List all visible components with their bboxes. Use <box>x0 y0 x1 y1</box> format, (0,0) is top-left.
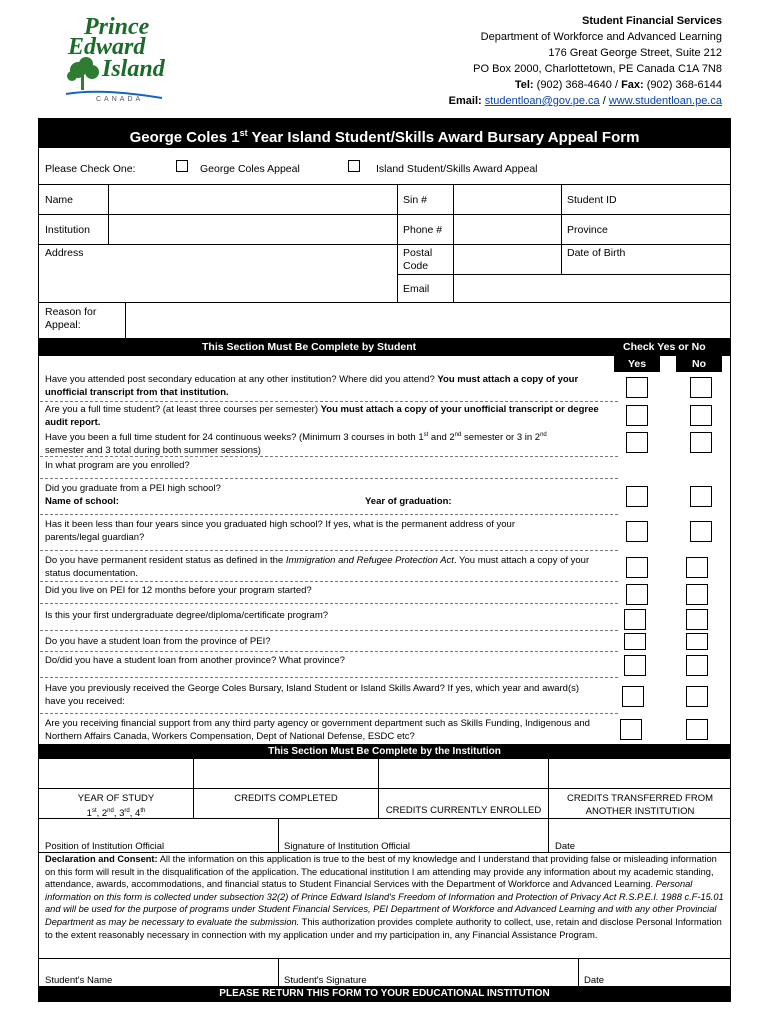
postal-line2: Code <box>403 260 429 272</box>
question-13: Are you receiving financial support from any third party agency or government department such as Skills Funding, Indigenous and Northern Affairs Canada, Workers Compensation, Dept of National Defense, ESDC etc? <box>45 718 590 742</box>
q7-text-a: Do you have permanent resident status as defined in the <box>45 555 286 566</box>
year-3-sup: rd <box>124 808 130 814</box>
student-date-input[interactable] <box>580 960 730 973</box>
postal-line1: Postal <box>403 247 433 259</box>
email-label: Email: <box>448 95 482 107</box>
form-title <box>38 118 731 148</box>
student-date-label: Date <box>584 975 605 986</box>
email-web <box>302 93 722 109</box>
postal-code-label <box>403 247 432 273</box>
declaration-label: Declaration and Consent: <box>45 854 158 864</box>
year-of-study-label <box>40 792 192 820</box>
dept-name: Department of Workforce and Advanced Learning <box>480 31 722 43</box>
title-sup: st <box>239 128 248 138</box>
q5-no-checkbox[interactable] <box>690 486 712 507</box>
year-1-sup: st <box>91 808 97 814</box>
q12-yes-checkbox[interactable] <box>622 686 644 707</box>
name-input[interactable] <box>110 186 396 213</box>
address-label: Address <box>45 247 84 259</box>
q6-no-checkbox[interactable] <box>690 521 712 542</box>
logo-line-2: Edward <box>68 34 146 60</box>
q3-sup-3: nd <box>540 432 547 438</box>
student-signature-input[interactable] <box>280 960 577 973</box>
q5-school-label: Name of school: <box>45 496 119 507</box>
declaration-part-3: This authorization provides complete authority to collect, use, retain and disclose Personal Information to the extent reasonably necessary in connection with my application under and my participation in, any Financial Assistance Program. <box>45 916 722 940</box>
official-date-label: Date <box>555 841 576 852</box>
q12-no-checkbox[interactable] <box>686 686 708 707</box>
q3-sup-1: st <box>423 432 429 438</box>
logo-line-1: Prince <box>84 14 150 40</box>
email-field-label: Email <box>403 283 430 295</box>
question-1 <box>45 373 605 399</box>
q9-no-checkbox[interactable] <box>686 609 708 630</box>
q5-yes-checkbox[interactable] <box>626 486 648 507</box>
credits-completed-input[interactable] <box>195 760 377 787</box>
year-1: 1 <box>86 808 92 820</box>
q3-text-c: semester or 3 in 2 <box>461 432 541 444</box>
q6-yes-checkbox[interactable] <box>626 521 648 542</box>
q2-requirement: You must attach a copy of your unofficial transcript or degree audit report. <box>45 404 599 428</box>
credits-enrolled-label: CREDITS CURRENTLY ENROLLED <box>385 805 542 816</box>
q5-year-label: Year of graduation: <box>365 496 452 507</box>
credits-completed-label: CREDITS COMPLETED <box>234 793 338 804</box>
q3-text-b: and 2 <box>428 432 455 444</box>
question-8: Did you live on PEI for 12 months before your program started? <box>45 585 312 596</box>
student-name-label: Student's Name <box>45 975 113 986</box>
george-coles-label: George Coles Appeal <box>200 163 300 175</box>
student-signature-label: Student's Signature <box>284 975 367 986</box>
declaration-privacy: Personal information on this form is collected under subsection 32(2) of Prince Edward Island's Freedom of Information and Protection of Privacy Act R.S.P.E.I. 1988 c.F-15.01 and will be used for the purpose of programs under Student Financial Services, PEI Department of Workforce and Advanced Learning and with any other Provincial Department as may be necessary to evaluate the submission. <box>45 879 724 927</box>
q7-yes-checkbox[interactable] <box>626 557 648 578</box>
phone-fax <box>302 77 722 93</box>
island-student-label: Island Student/Skills Award Appeal <box>376 163 538 175</box>
question-12: Have you previously received the George Coles Bursary, Island Student or Island Skills Award? If yes, which year and award(s) have you received: <box>45 683 580 707</box>
year-2-sup: nd <box>107 808 114 814</box>
sin-input[interactable] <box>455 186 560 213</box>
agency-header <box>302 13 722 109</box>
reason-input[interactable] <box>127 304 730 337</box>
institution-section-header: This Section Must Be Complete by the Institution <box>38 744 731 759</box>
no-column-header: No <box>676 356 722 372</box>
postal-code-input[interactable] <box>455 246 560 273</box>
credits-transferred-line2: ANOTHER INSTITUTION <box>585 806 695 817</box>
institution-label: Institution <box>45 224 90 236</box>
phone-input[interactable] <box>455 216 560 243</box>
q1-yes-checkbox[interactable] <box>626 377 648 398</box>
question-7 <box>45 554 605 580</box>
declaration-part-1: All the information on this application is true to the best of my knowledge and I understand that providing false or misleading information on this form will result in the disqualification of the application. The educational institution I am attending may provide any information about my academic standing, attendance, awards, accommodations, and financial status to Student Financial Services with the Department of Workforce and Advanced Learning. <box>45 854 717 890</box>
question-6: Has it been less than four years since you graduated high school? If yes, what is the permanent address of your parents/legal guardian? <box>45 519 515 543</box>
declaration-text <box>45 853 727 941</box>
george-coles-checkbox[interactable] <box>176 160 188 172</box>
website-link[interactable]: www.studentloan.pe.ca <box>608 95 722 107</box>
student-section-header <box>38 338 731 356</box>
q3-text-d: semester and 3 total during both summer sessions) <box>45 445 261 457</box>
pei-logo <box>62 14 180 106</box>
q5-text: Did you graduate from a PEI high school? <box>45 483 221 494</box>
q10-no-checkbox[interactable] <box>686 633 708 650</box>
student-id-label: Student ID <box>567 194 617 206</box>
q3-yes-checkbox[interactable] <box>626 432 648 453</box>
q2-no-checkbox[interactable] <box>690 405 712 426</box>
question-5 <box>45 482 605 508</box>
email-separator: / <box>602 95 606 107</box>
question-2 <box>45 403 610 429</box>
email-field[interactable] <box>455 276 730 301</box>
q3-text-a: Have you been a full time student for 24 continuous weeks? (Minimum 3 courses in both 1 <box>45 432 424 444</box>
official-signature-input[interactable] <box>280 820 547 840</box>
q7-text-b: . You must attach a copy of your status documentation. <box>45 555 590 579</box>
q7-no-checkbox[interactable] <box>686 557 708 578</box>
institution-input[interactable] <box>110 216 396 243</box>
question-11: Do/did you have a student loan from another province? What province? <box>45 655 345 666</box>
province-label: Province <box>567 224 608 236</box>
q9-yes-checkbox[interactable] <box>624 609 646 630</box>
question-9: Is this your first undergraduate degree/diploma/certificate program? <box>45 610 329 621</box>
street-address: 176 Great George Street, Suite 212 <box>548 47 722 59</box>
credits-transferred-line1: CREDITS TRANSFERRED FROM <box>566 793 714 804</box>
reason-line2: Appeal: <box>45 319 81 331</box>
fax-number: (902) 368-6144 <box>646 79 722 91</box>
title-part-a: George Coles 1 <box>129 129 240 146</box>
year-4-sup: th <box>140 808 146 814</box>
credits-transferred-label <box>550 792 730 818</box>
q1-requirement: You must attach a copy of your unofficial transcript from that institution. <box>45 374 579 398</box>
title-part-b: Year Island Student/Skills Award Bursary Appeal Form <box>247 129 640 146</box>
check-yes-no-label: Check Yes or No <box>623 341 706 353</box>
position-label: Position of Institution Official <box>45 841 165 852</box>
address-input[interactable] <box>110 246 396 301</box>
question-3 <box>45 429 615 457</box>
student-section-title: This Section Must Be Complete by Student <box>202 341 417 353</box>
credits-transferred-input[interactable] <box>550 760 730 787</box>
name-label: Name <box>45 194 74 206</box>
year-options <box>40 805 192 820</box>
q13-yes-checkbox[interactable] <box>620 719 642 740</box>
year-3: , 3 <box>113 808 125 820</box>
yes-column-header: Yes <box>614 356 660 372</box>
official-date-input[interactable] <box>550 820 730 840</box>
sin-label: Sin # <box>403 194 427 206</box>
credits-enrolled-input[interactable] <box>380 760 547 787</box>
q11-yes-checkbox[interactable] <box>624 655 646 676</box>
q11-no-checkbox[interactable] <box>686 655 708 676</box>
q8-yes-checkbox[interactable] <box>626 584 648 605</box>
question-4: In what program are you enrolled? <box>45 460 190 471</box>
q3-no-checkbox[interactable] <box>690 432 712 453</box>
return-instructions: PLEASE RETURN THIS FORM TO YOUR EDUCATIONAL INSTITUTION <box>38 986 731 1002</box>
phone-label: Phone # <box>403 224 443 236</box>
year-of-study-title: YEAR OF STUDY <box>77 793 155 804</box>
reason-label <box>45 306 96 332</box>
dob-label: Date of Birth <box>567 247 626 259</box>
fax-label: Fax: <box>621 79 644 91</box>
logo-line-3: Island <box>102 56 165 82</box>
q3-sup-2: nd <box>454 432 462 438</box>
org-name: Student Financial Services <box>582 15 722 27</box>
tel-label: Tel: <box>514 79 534 91</box>
tel-number: (902) 368-4640 / <box>536 79 619 91</box>
q13-no-checkbox[interactable] <box>686 719 708 740</box>
check-one-label: Please Check One: <box>45 163 136 175</box>
official-position-input[interactable] <box>40 820 277 840</box>
po-box: PO Box 2000, Charlottetown, PE Canada C1A 7N8 <box>473 63 722 75</box>
email-link[interactable]: studentloan@gov.pe.ca <box>484 95 600 107</box>
official-signature-label: Signature of Institution Official <box>284 841 411 852</box>
reason-line1: Reason for <box>45 306 97 318</box>
logo-country: CANADA <box>96 96 144 103</box>
q8-no-checkbox[interactable] <box>686 584 708 605</box>
year-of-study-input[interactable] <box>40 760 192 787</box>
q1-text: Have you attended post secondary education at any other institution? Where did you attend? <box>45 374 438 385</box>
island-student-checkbox[interactable] <box>348 160 360 172</box>
q10-yes-checkbox[interactable] <box>624 633 646 650</box>
q7-act: Immigration and Refugee Protection Act <box>285 555 454 566</box>
year-2: , 2 <box>96 808 108 820</box>
question-10: Do you have a student loan from the province of PEI? <box>45 636 271 647</box>
student-name-input[interactable] <box>40 960 277 973</box>
q1-no-checkbox[interactable] <box>690 377 712 398</box>
q2-yes-checkbox[interactable] <box>626 405 648 426</box>
q2-text: Are you a full time student? (at least three courses per semester) <box>45 404 321 415</box>
year-4: , 4 <box>129 808 141 820</box>
